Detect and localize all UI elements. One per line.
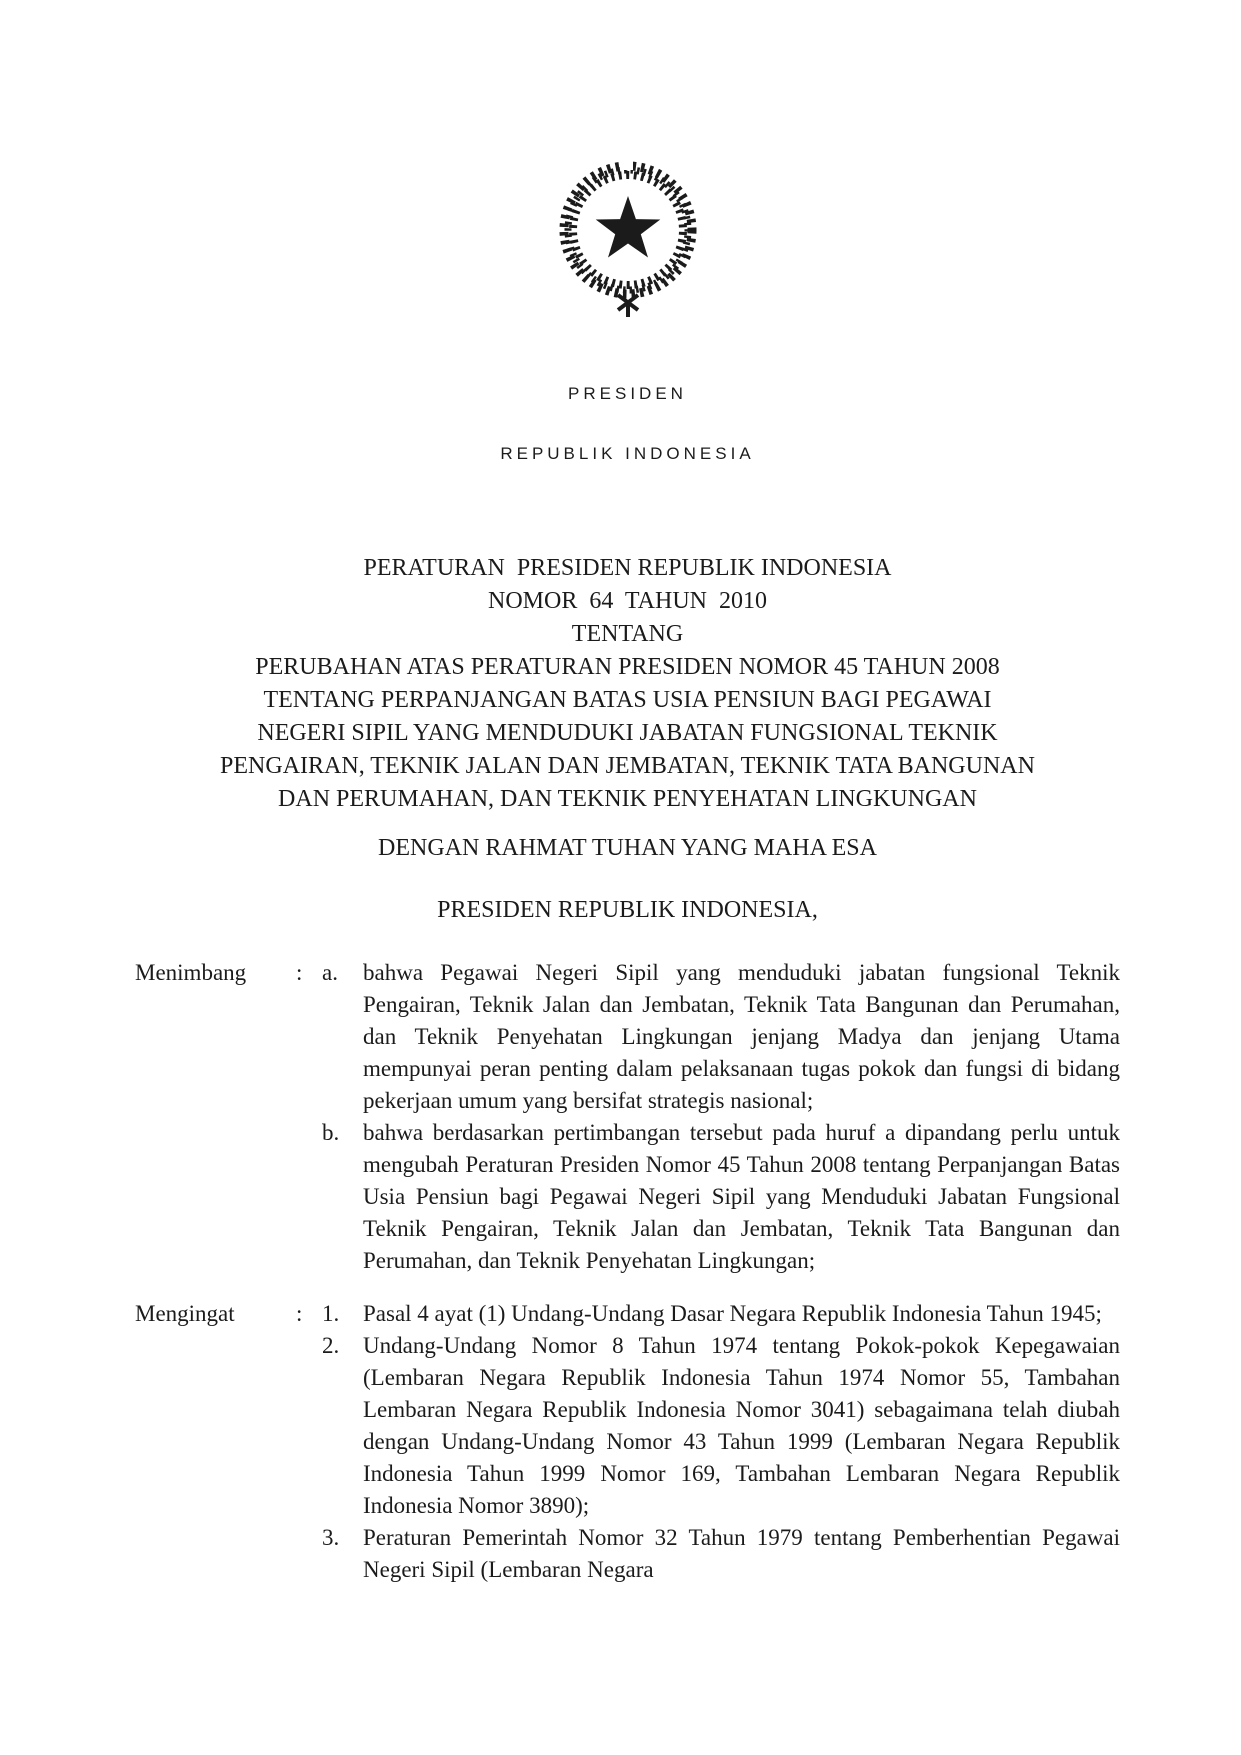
list-item <box>322 1522 1120 1586</box>
list-item <box>322 957 1120 1117</box>
item-marker: 2. <box>322 1333 340 1358</box>
item-text: Undang-Undang Nomor 8 Tahun 1974 tentang Pokok-pokok Kepegawaian (Lembaran Negara Republik Indonesia Tahun 1974 Nomor 55, Tambahan Lembaran Negara Republik Indonesia Nomor 3041) sebagaimana telah diubah dengan Undang-Undang Nomor 43 Tahun 1999 (Lembaran Negara Republik Indonesia Tahun 1999 Nomor 169, Tambahan Lembaran Negara Republik Indonesia Nomor 3890); <box>363 1333 1120 1518</box>
item-text: bahwa Pegawai Negeri Sipil yang menduduki jabatan fungsional Teknik Pengairan, Teknik Jalan dan Jembatan, Teknik Tata Bangunan dan Perumahan, dan Teknik Penyehatan Lingkungan jenjang Madya dan jenjang Utama mempunyai peran penting dalam pelaksanaan tugas pokok dan fungsi di bidang pekerjaan umum yang bersifat strategis nasional; <box>363 960 1120 1113</box>
section-mengingat <box>135 1298 1120 1586</box>
item-text: Peraturan Pemerintah Nomor 32 Tahun 1979 tentang Pemberhentian Pegawai Negeri Sipil (Lembaran Negara <box>363 1525 1120 1582</box>
invocation-line: DENGAN RAHMAT TUHAN YANG MAHA ESA <box>378 835 877 861</box>
title-line-6: NEGERI SIPIL YANG MENDUDUKI JABATAN FUNGSIONAL TEKNIK <box>257 720 998 746</box>
title-line-5: TENTANG PERPANJANGAN BATAS USIA PENSIUN BAGI PEGAWAI <box>263 687 992 713</box>
list-item <box>322 1330 1120 1522</box>
section-label: Mengingat <box>135 1301 235 1326</box>
wreath-bow-icon <box>618 295 638 317</box>
title-line-2: NOMOR 64 TAHUN 2010 <box>488 588 767 614</box>
section-label: Menimbang <box>135 960 247 985</box>
item-marker: b. <box>322 1120 340 1145</box>
letterhead <box>135 344 1120 504</box>
item-marker: 1. <box>322 1301 340 1326</box>
title-line-1: PERATURAN PRESIDEN REPUBLIK INDONESIA <box>363 555 892 581</box>
item-text: Pasal 4 ayat (1) Undang-Undang Dasar Negara Republik Indonesia Tahun 1945; <box>363 1301 1102 1326</box>
section-menimbang <box>135 957 1120 1277</box>
title-line-7: PENGAIRAN, TEKNIK JALAN DAN JEMBATAN, TEKNIK TATA BANGUNAN <box>220 753 1035 779</box>
item-text: bahwa berdasarkan pertimbangan tersebut pada huruf a dipandang perlu untuk mengubah Peraturan Presiden Nomor 45 Tahun 2008 tentang Perpanjangan Batas Usia Pensiun bagi Pegawai Negeri Sipil yang Menduduki Jabatan Fungsional Teknik Pengairan, Teknik Jalan dan Jembatan, Teknik Tata Bangunan dan Perumahan, dan Teknik Penyehatan Lingkungan; <box>363 1120 1120 1273</box>
item-marker: a. <box>322 960 338 985</box>
star-icon <box>595 196 660 258</box>
section-colon: : <box>296 960 303 985</box>
letterhead-republik-indonesia: REPUBLIK INDONESIA <box>500 444 755 463</box>
letterhead-presiden: PRESIDEN <box>568 384 687 403</box>
regulation-title <box>135 552 1120 816</box>
list-item <box>322 1298 1120 1330</box>
title-line-8: DAN PERUMAHAN, DAN TEKNIK PENYEHATAN LINGKUNGAN <box>278 786 977 812</box>
title-line-4: PERUBAHAN ATAS PERATURAN PRESIDEN NOMOR 45 TAHUN 2008 <box>255 654 1000 680</box>
title-line-3: TENTANG <box>571 621 684 647</box>
list-item <box>322 1117 1120 1277</box>
presidential-star-wreath-emblem-icon <box>548 152 708 324</box>
item-marker: 3. <box>322 1525 340 1550</box>
section-colon: : <box>296 1301 303 1326</box>
issuer-line: PRESIDEN REPUBLIK INDONESIA, <box>437 897 818 923</box>
